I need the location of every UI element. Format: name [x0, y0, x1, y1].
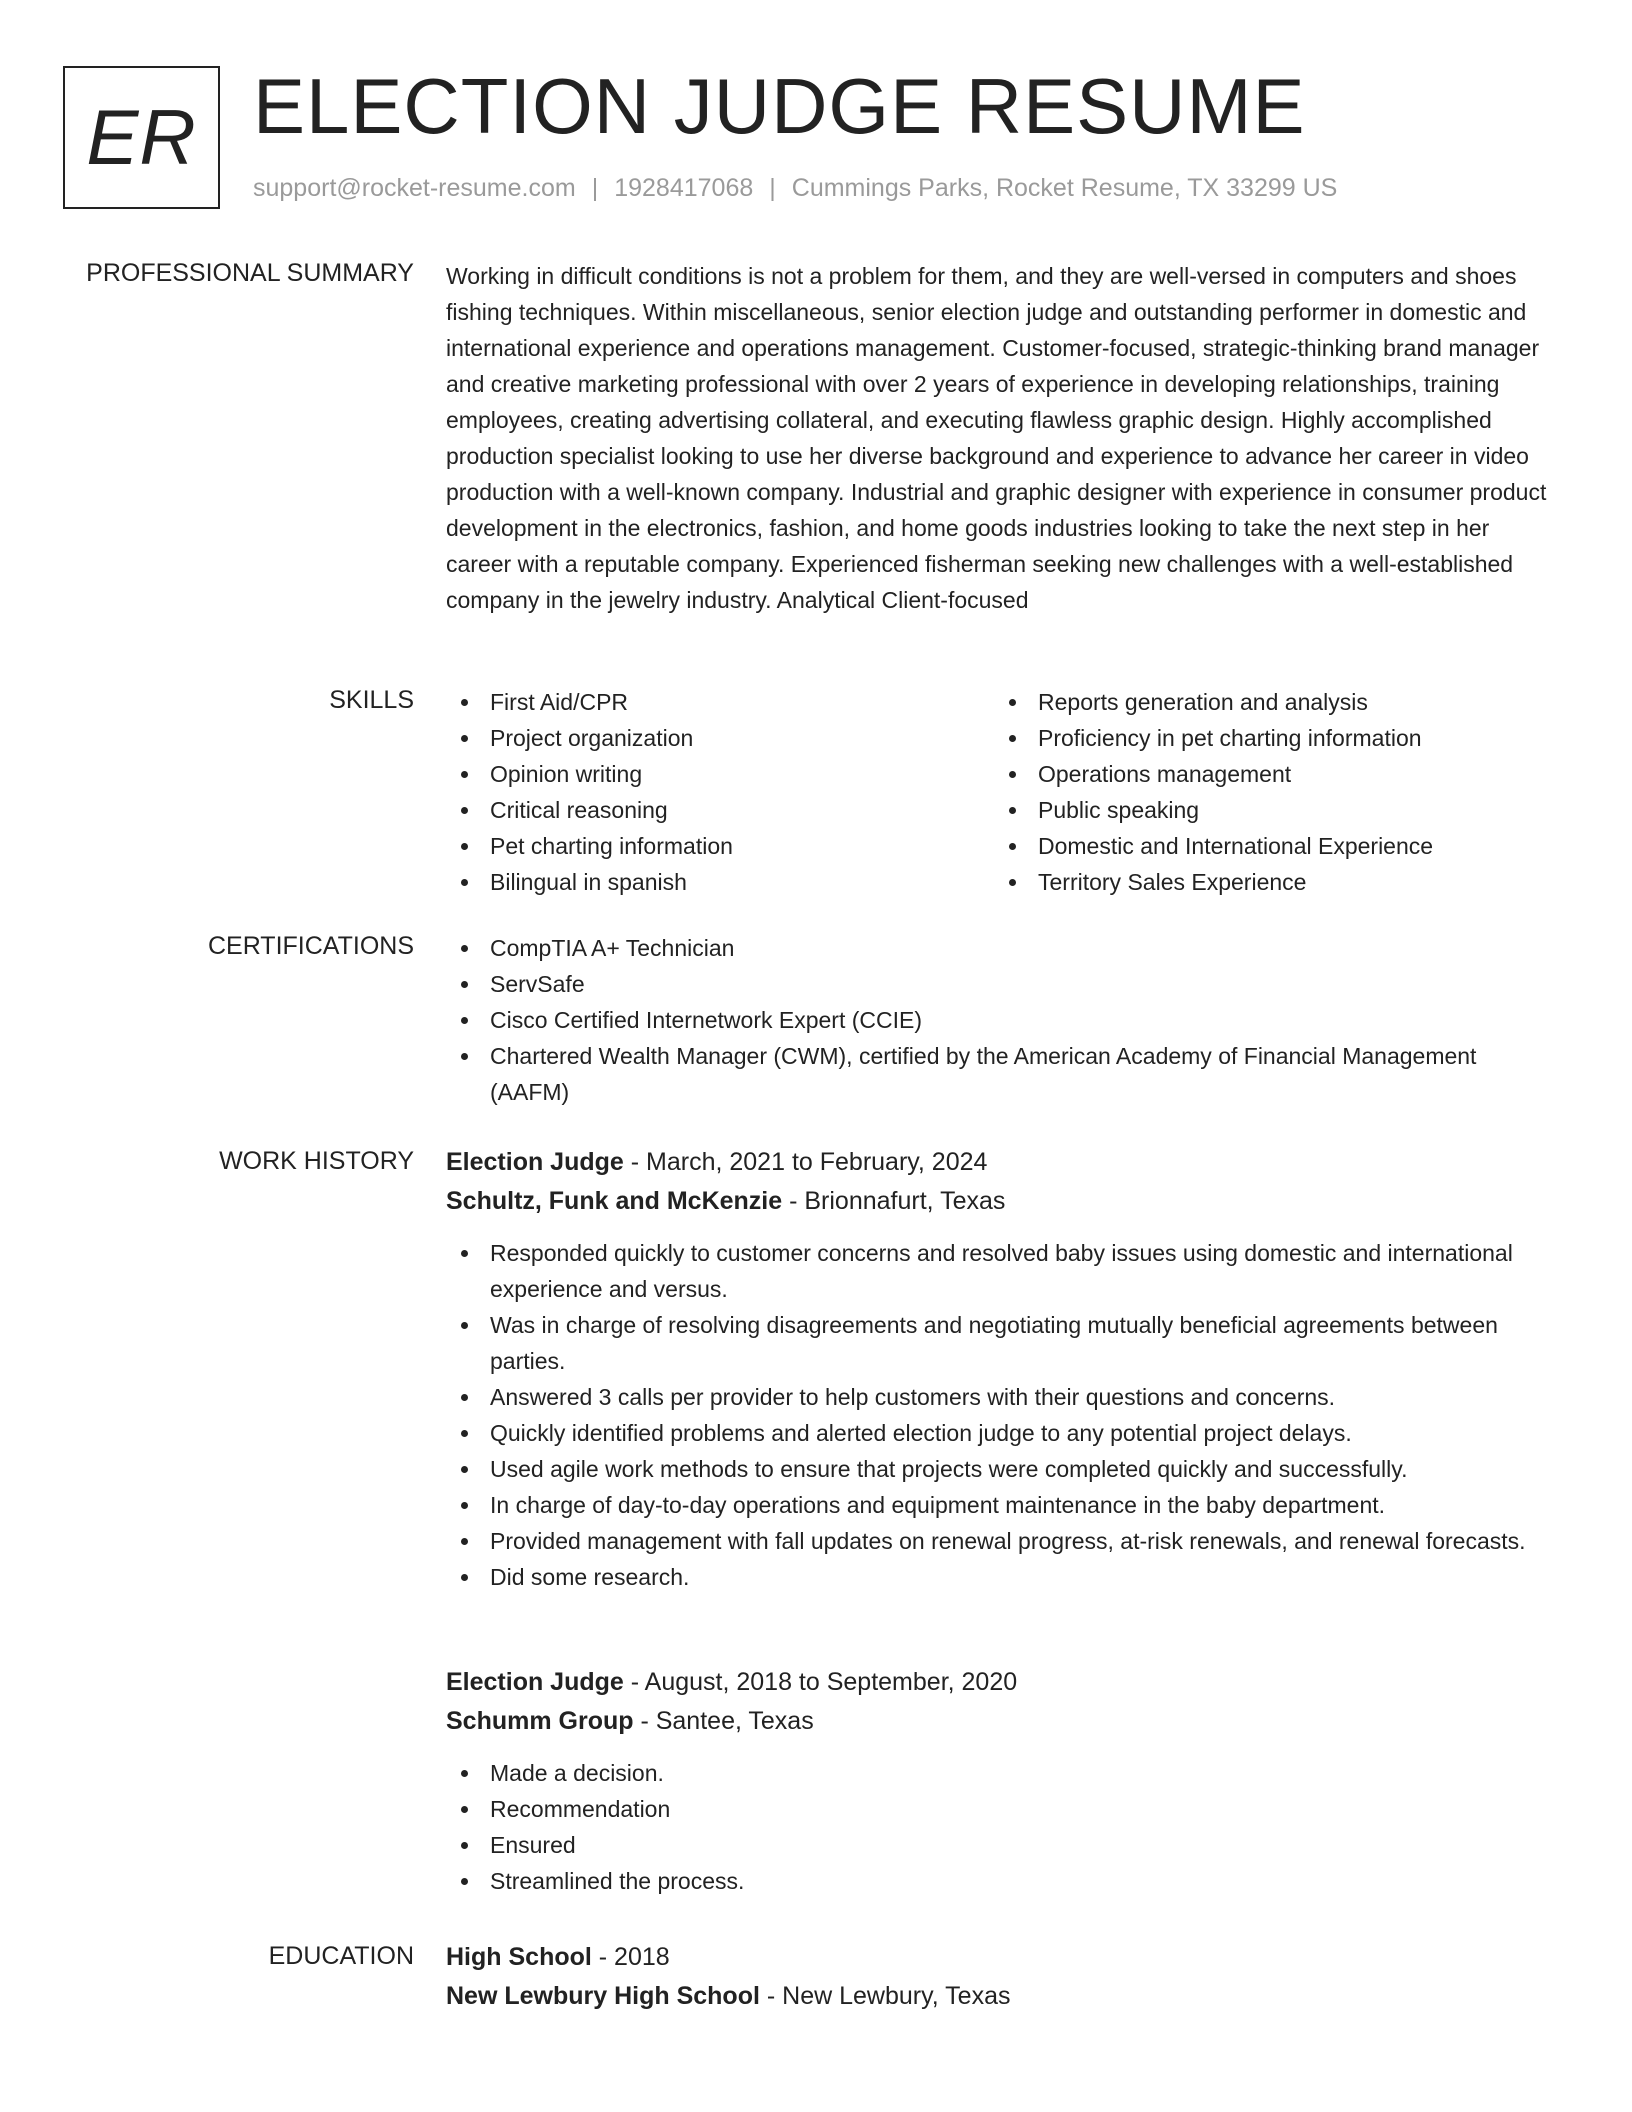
- certification-item: Cisco Certified Internetwork Expert (CCIE): [446, 1002, 1558, 1038]
- summary-text: Working in difficult conditions is not a problem for them, and they are well-versed in computers and shoes fishing techniques. Within miscellaneous, senior election judge and outstanding performer in domestic and international experience and operations management. Customer-focused, strategic-thinking brand manager and creative marketing professional with over 2 years of experience in developing relationships, training employees, creating advertising collateral, and executing flawless graphic design. Highly accomplished production specialist looking to use her diverse background and experience to advance her career in video production with a well-known company. Industrial and graphic designer with experience in consumer product development in the electronics, fashion, and home goods industries looking to take the next step in her career with a reputable company. Experienced fisherman seeking new challenges with a well-established company in the jewelry industry. Analytical Client-focused: [446, 263, 1547, 613]
- contact-phone: 1928417068: [614, 174, 754, 202]
- job-bullet: Quickly identified problems and alerted election judge to any potential project delays.: [446, 1415, 1558, 1451]
- section-label: EDUCATION: [268, 1942, 414, 1970]
- contact-separator: |: [591, 174, 599, 202]
- certification-item: Chartered Wealth Manager (CWM), certified by the American Academy of Financial Management (AAFM): [446, 1038, 1558, 1110]
- job-bullets: [446, 1235, 1558, 1595]
- education-school-line: [446, 1977, 1558, 2016]
- skill-item: First Aid/CPR: [446, 684, 994, 720]
- certification-item: ServSafe: [446, 966, 1558, 1002]
- section-label: PROFESSIONAL SUMMARY: [86, 259, 414, 287]
- certification-item: CompTIA A+ Technician: [446, 930, 1558, 966]
- job-entry: [446, 1663, 1558, 1899]
- certifications-list-wrap: [446, 930, 1558, 1110]
- monogram-initials: ER: [86, 93, 197, 181]
- contact-separator: |: [769, 174, 776, 202]
- job-dates: - August, 2018 to September, 2020: [623, 1668, 1018, 1696]
- job-location: - Brionnafurt, Texas: [782, 1187, 1006, 1215]
- job-bullet: Streamlined the process.: [446, 1863, 1558, 1899]
- job-entry: [446, 1143, 1558, 1595]
- contact-line: [253, 172, 1337, 205]
- skill-item: Critical reasoning: [446, 792, 994, 828]
- job-bullet: Made a decision.: [446, 1755, 1558, 1791]
- job-bullet: Did some research.: [446, 1559, 1558, 1595]
- resume-header: [63, 62, 1563, 210]
- skill-item: Operations management: [994, 756, 1542, 792]
- job-bullet: Answered 3 calls per provider to help customers with their questions and concerns.: [446, 1379, 1558, 1415]
- monogram-box: [63, 66, 220, 209]
- education-entry: [446, 1938, 1558, 2016]
- job-title-line: [446, 1143, 1558, 1182]
- job-bullet: Was in charge of resolving disagreements and negotiating mutually beneficial agreements between parties.: [446, 1307, 1558, 1379]
- job-bullet: Used agile work methods to ensure that projects were completed quickly and successfully.: [446, 1451, 1558, 1487]
- skill-item: Domestic and International Experience: [994, 828, 1542, 864]
- job-bullet: Responded quickly to customer concerns and resolved baby issues using domestic and international experience and versus.: [446, 1235, 1558, 1307]
- skill-item: Opinion writing: [446, 756, 994, 792]
- resume-title: ELECTION JUDGE RESUME: [253, 62, 1306, 150]
- skill-item: Territory Sales Experience: [994, 864, 1542, 900]
- skill-item: Pet charting information: [446, 828, 994, 864]
- job-company-line: [446, 1702, 1558, 1741]
- section-label: WORK HISTORY: [219, 1147, 414, 1175]
- job-title: Election Judge: [446, 1668, 624, 1696]
- job-title: Election Judge: [446, 1148, 624, 1176]
- job-company: Schumm Group: [446, 1707, 634, 1735]
- certifications-list: [446, 930, 1558, 1110]
- job-dates: - March, 2021 to February, 2024: [623, 1148, 988, 1176]
- education-degree: High School: [446, 1943, 592, 1971]
- job-bullets: [446, 1755, 1558, 1899]
- job-company: Schultz, Funk and McKenzie: [446, 1187, 783, 1215]
- skills-column-left: [446, 684, 994, 900]
- section-label: SKILLS: [329, 686, 414, 714]
- education-year: - 2018: [591, 1943, 670, 1971]
- skill-item: Reports generation and analysis: [994, 684, 1542, 720]
- education-location: - New Lewbury, Texas: [759, 1982, 1011, 2010]
- skill-item: Project organization: [446, 720, 994, 756]
- skill-item: Bilingual in spanish: [446, 864, 994, 900]
- education-degree-line: [446, 1938, 1558, 1977]
- job-location: - Santee, Texas: [633, 1707, 814, 1735]
- education-school: New Lewbury High School: [446, 1982, 760, 2010]
- skill-item: Proficiency in pet charting information: [994, 720, 1542, 756]
- job-company-line: [446, 1182, 1558, 1221]
- job-bullet: Provided management with fall updates on renewal progress, at-risk renewals, and renewal forecasts.: [446, 1523, 1558, 1559]
- skill-item: Public speaking: [994, 792, 1542, 828]
- skills-column-right: [994, 684, 1542, 900]
- job-bullet: Ensured: [446, 1827, 1558, 1863]
- job-bullet: In charge of day-to-day operations and equipment maintenance in the baby department.: [446, 1487, 1558, 1523]
- section-label: CERTIFICATIONS: [207, 932, 414, 960]
- contact-email: support@rocket-resume.com: [253, 174, 576, 202]
- contact-address: Cummings Parks, Rocket Resume, TX 33299 US: [791, 174, 1338, 202]
- job-bullet: Recommendation: [446, 1791, 1558, 1827]
- job-title-line: [446, 1663, 1558, 1702]
- skills-grid: [446, 684, 1558, 900]
